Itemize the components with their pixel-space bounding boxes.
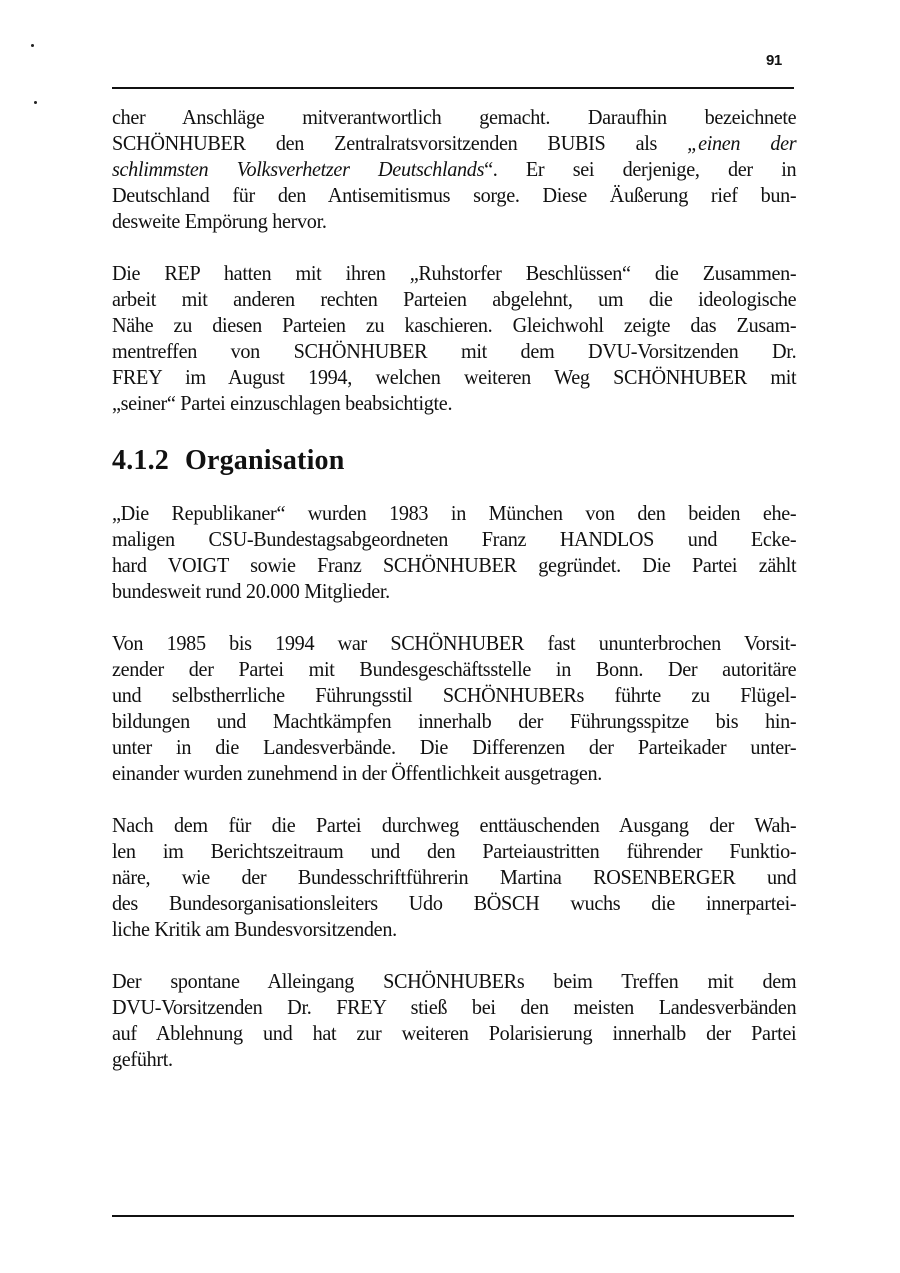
text-line: FREY im August 1994, welchen weiteren Weg SCHÖNHUBER mit [112,365,797,389]
text-line [112,130,796,156]
paragraph-leadership [112,630,796,786]
page-number: 91 [766,52,782,69]
paragraph-gap [112,234,796,260]
text-line: des Bundesorganisationsleiters Udo BÖSCH wuchs die innerpartei- [112,891,797,915]
paragraph-ruhstorf [112,260,796,416]
paragraph-gap [112,786,796,812]
text-line: zender der Partei mit Bundesgeschäftsstelle in Bonn. Der autoritäre [112,657,797,681]
text-line: Der spontane Alleingang SCHÖNHUBERs beim Treffen mit dem [112,969,797,993]
text-line: auf Ablehnung und hat zur weiteren Polarisierung innerhalb der Partei [112,1021,797,1045]
text-line: Nach dem für die Partei durchweg enttäuschenden Ausgang der Wah- [112,813,797,837]
paragraph-polarization [112,968,796,1072]
text-line: maligen CSU-Bundestagsabgeordneten Franz HANDLOS und Ecke- [112,527,797,551]
text-span: “. Er sei derjenige, der in [484,157,797,181]
text-line: bundesweit rund 20.000 Mitglieder. [112,579,390,603]
text-line: Nähe zu diesen Parteien zu kaschieren. Gleichwohl zeigte das Zusam- [112,313,797,337]
text-line: einander wurden zunehmend in der Öffentlichkeit ausgetragen. [112,761,603,785]
italic-quote: schlimmsten Volksverhetzer Deutschlands [112,157,485,181]
scan-speck [31,44,34,47]
text-line: „seiner“ Partei einzuschlagen beabsichtigte. [112,391,453,415]
paragraph-criticism [112,812,796,942]
text-span: SCHÖNHUBER den Zentralratsvorsitzenden BUBIS als [112,131,688,155]
text-line: mentreffen von SCHÖNHUBER mit dem DVU-Vorsitzenden Dr. [112,339,797,363]
text-line: DVU-Vorsitzenden Dr. FREY stieß bei den meisten Landesverbänden [112,995,797,1019]
header-rule [112,87,794,89]
text-line: unter in die Landesverbände. Die Differenzen der Parteikader unter- [112,735,797,759]
section-gap [112,416,796,444]
text-line: und selbstherrliche Führungsstil SCHÖNHUBERs führte zu Flügel- [112,683,797,707]
section-heading [112,444,796,478]
paragraph-founding [112,500,796,604]
text-line: len im Berichtszeitraum und den Parteiaustritten führender Funktio- [112,839,797,863]
text-line: bildungen und Machtkämpfen innerhalb der Führungsspitze bis hin- [112,709,797,733]
paragraph-bubis-statement [112,104,796,234]
section-title: Organisation [185,445,345,476]
section-number: 4.1.2 [112,445,169,476]
text-line: desweite Empörung hervor. [112,209,327,233]
italic-quote: „einen der [687,131,797,155]
text-line: „Die Republikaner“ wurden 1983 in München von den beiden ehe- [112,501,797,525]
text-line: hard VOIGT sowie Franz SCHÖNHUBER gegründet. Die Partei zählt [112,553,797,577]
paragraph-gap [112,604,796,630]
page-body [112,104,796,1072]
section-gap [112,478,796,500]
text-line: arbeit mit anderen rechten Parteien abgelehnt, um die ideologische [112,287,797,311]
text-line [112,156,796,182]
text-line: Von 1985 bis 1994 war SCHÖNHUBER fast ununterbrochen Vorsit- [112,631,797,655]
scan-speck [34,101,37,104]
text-line: Deutschland für den Antisemitismus sorge. Diese Äußerung rief bun- [112,183,797,207]
text-line: geführt. [112,1047,173,1071]
paragraph-gap [112,942,796,968]
footer-rule [112,1215,794,1217]
text-line: liche Kritik am Bundesvorsitzenden. [112,917,397,941]
text-line: cher Anschläge mitverantwortlich gemacht. Daraufhin bezeichnete [112,105,797,129]
text-line: Die REP hatten mit ihren „Ruhstorfer Beschlüssen“ die Zusammen- [112,261,797,285]
text-line: näre, wie der Bundesschriftführerin Martina ROSENBERGER und [112,865,797,889]
